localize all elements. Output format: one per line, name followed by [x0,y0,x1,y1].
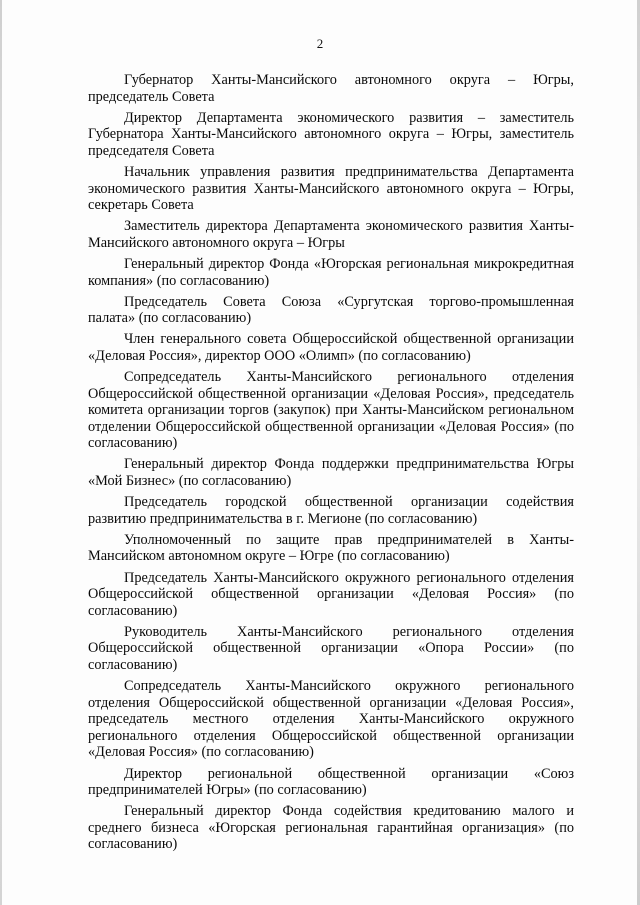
member-entry: Руководитель Ханты-Мансийского регионального отделения Общероссийской общественной организации «Опора России» (по согласованию) [88,623,574,673]
member-entry: Губернатор Ханты-Мансийского автономного округа – Югры, председатель Совета [88,72,574,105]
member-entry: Генеральный директор Фонда поддержки предпринимательства Югры «Мой Бизнес» (по согласованию) [88,456,574,490]
member-entry: Сопредседатель Ханты-Мансийского регионального отделения Общероссийской общественной организации «Деловая Россия», председатель комитета организации торгов (закупок) при Ханты-Мансийском региональном отделении Общероссийской общественной организации «Деловая Россия» (по согласованию) [88,369,574,452]
council-member-list [88,72,574,858]
member-entry: Начальник управления развития предпринимательства Департамента экономического развития Ханты-Мансийского автономного округа – Югры, секретарь Совета [88,163,574,214]
member-entry: Уполномоченный по защите прав предпринимателей в Ханты-Мансийском автономном округе – Югре (по согласованию) [88,531,574,565]
member-entry: Заместитель директора Департамента экономического развития Ханты-Мансийского автономного округа – Югры [88,218,574,251]
member-entry: Председатель городской общественной организации содействия развитию предпринимательства в г. Мегионе (по согласованию) [88,494,574,527]
scan-edge-left [0,0,2,905]
member-entry: Генеральный директор Фонда «Югорская региональная микрокредитная компания» (по согласованию) [88,255,574,289]
member-entry: Генеральный директор Фонда содействия кредитованию малого и среднего бизнеса «Югорская региональная гарантийная организация» (по согласованию) [88,803,574,853]
member-entry: Председатель Ханты-Мансийского окружного регионального отделения Общероссийской общественной организации «Деловая Россия» (по согласованию) [88,569,574,619]
member-entry: Сопредседатель Ханты-Мансийского окружного регионального отделения Общероссийской общественной организации «Деловая Россия», председатель местного отделения Ханты-Мансийского окружного регионального отделения Общероссийской общественной организации «Деловая Россия» (по согласованию) [88,678,574,761]
member-entry: Директор Департамента экономического развития – заместитель Губернатора Ханты-Мансийского автономного округа – Югры, заместитель председателя Совета [88,109,574,159]
member-entry: Член генерального совета Общероссийской общественной организации «Деловая Россия», директор ООО «Олимп» (по согласованию) [88,331,574,364]
member-entry: Председатель Совета Союза «Сургутская торгово-промышленная палата» (по согласованию) [88,293,574,327]
page-number: 2 [316,36,324,51]
member-entry: Директор региональной общественной организации «Союз предпринимателей Югры» (по согласованию) [88,765,574,799]
